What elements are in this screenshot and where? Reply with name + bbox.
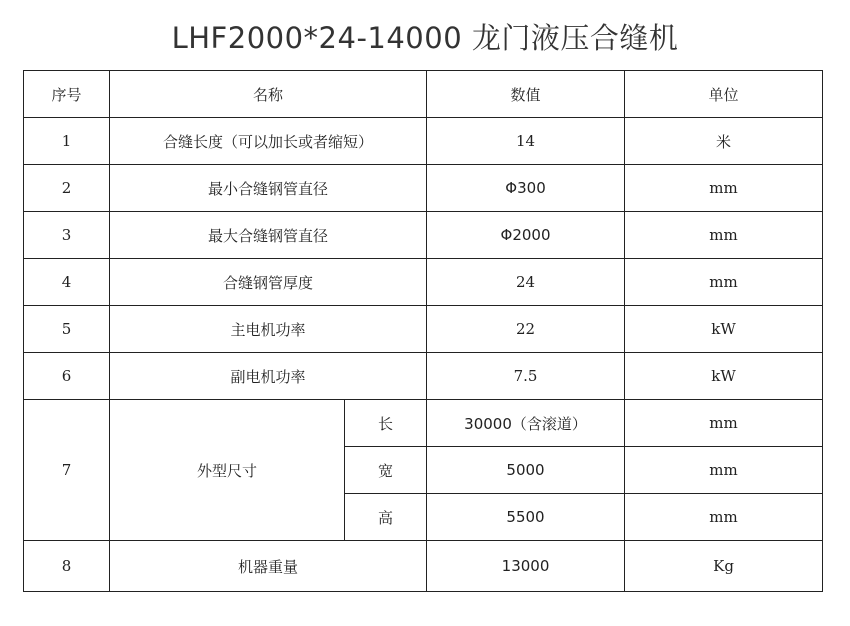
row-no: 8 (24, 541, 110, 592)
table-row (24, 259, 823, 306)
dim-label: 宽 (345, 447, 427, 494)
row-unit: 米 (625, 118, 823, 165)
table-row (24, 306, 823, 353)
row-no: 4 (24, 259, 110, 306)
row-no: 2 (24, 165, 110, 212)
dim-unit: mm (625, 494, 823, 541)
page-title: LHF2000*24-14000 龙门液压合缝机 (171, 21, 679, 55)
table-row (24, 212, 823, 259)
row-no: 3 (24, 212, 110, 259)
dim-value: 5500 (427, 494, 625, 541)
row-no: 1 (24, 118, 110, 165)
spec-table (23, 70, 823, 592)
dim-unit: mm (625, 447, 823, 494)
table-row (24, 118, 823, 165)
row-value: Φ300 (427, 165, 625, 212)
row-unit: Kg (625, 541, 823, 592)
row-unit: mm (625, 165, 823, 212)
row-value: 24 (427, 259, 625, 306)
dim-label: 高 (345, 494, 427, 541)
row-unit: kW (625, 353, 823, 400)
header-no: 序号 (24, 71, 110, 118)
dim-unit: mm (625, 400, 823, 447)
row-value: 7.5 (427, 353, 625, 400)
dim-label: 长 (345, 400, 427, 447)
table-row (24, 541, 823, 592)
header-name: 名称 (110, 71, 427, 118)
table-header-row (24, 71, 823, 118)
row-name: 主电机功率 (110, 306, 427, 353)
row-name: 副电机功率 (110, 353, 427, 400)
dim-value: 30000（含滚道） (427, 400, 625, 447)
table-row (24, 400, 823, 447)
table-row (24, 165, 823, 212)
dim-value: 5000 (427, 447, 625, 494)
row-name: 最小合缝钢管直径 (110, 165, 427, 212)
header-value: 数值 (427, 71, 625, 118)
header-unit: 单位 (625, 71, 823, 118)
row-value: Φ2000 (427, 212, 625, 259)
table-row (24, 353, 823, 400)
row-no: 5 (24, 306, 110, 353)
row-value: 14 (427, 118, 625, 165)
row-unit: mm (625, 212, 823, 259)
row-name: 合缝长度（可以加长或者缩短） (110, 118, 427, 165)
row-name: 合缝钢管厚度 (110, 259, 427, 306)
row-no: 7 (24, 400, 110, 541)
row-unit: kW (625, 306, 823, 353)
row-name: 机器重量 (110, 541, 427, 592)
row-value: 22 (427, 306, 625, 353)
row-name: 外型尺寸 (110, 400, 345, 541)
row-name: 最大合缝钢管直径 (110, 212, 427, 259)
row-no: 6 (24, 353, 110, 400)
row-value: 13000 (427, 541, 625, 592)
row-unit: mm (625, 259, 823, 306)
